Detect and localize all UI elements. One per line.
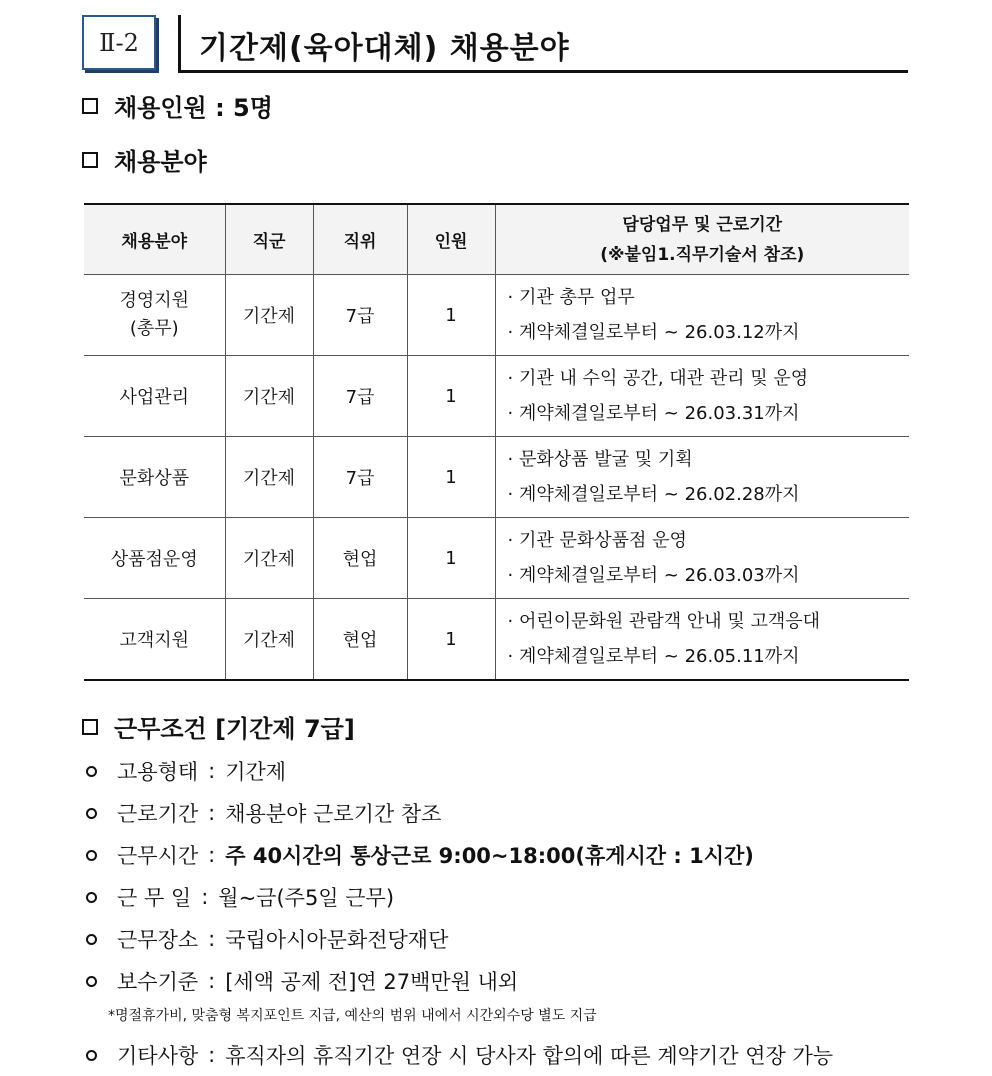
field-name: 경영지원 [119,290,190,311]
table-row [84,275,909,356]
duty-period: · 계약체결일로부터 ~ 26.05.11까지 [507,646,800,667]
cell-group: 기간제 [225,599,313,681]
col-header-duty-note: (※붙임1.직무기술서 참조) [600,244,805,265]
condition-value: 국립아시아문화전당재단 [225,928,449,952]
col-header-field: 채용분야 [84,204,225,275]
page-title: 기간제(육아대체) 채용분야 [199,31,570,66]
cell-field: 고객지원 [84,599,225,681]
table-header-row [84,204,909,275]
col-header-count: 인원 [407,204,495,275]
circle-bullet-icon [86,808,97,819]
conditions-heading-label: 근무조건 [기간제 7급] [114,715,355,743]
cell-field [84,275,225,356]
cell-group: 기간제 [225,437,313,518]
colon-separator: : [201,885,209,909]
condition-value: 휴직자의 휴직기간 연장 시 당사자 합의에 따른 계약기간 연장 가능 [225,1044,834,1068]
headcount-label: 채용인원 : 5명 [114,94,273,122]
colon-separator: : [208,801,216,825]
condition-label: 근로기간 [117,802,199,826]
fields-heading [82,142,207,177]
duty-text: · 문화상품 발굴 및 기획 [507,449,693,470]
cell-field: 상품점운영 [84,518,225,599]
cell-count: 1 [407,599,495,681]
table-row [84,437,909,518]
cell-count: 1 [407,437,495,518]
colon-separator: : [208,843,216,867]
circle-bullet-icon [86,1050,97,1061]
condition-label: 기타사항 [117,1044,199,1068]
duty-period: · 계약체결일로부터 ~ 26.03.12까지 [507,322,800,343]
list-item [84,798,441,828]
col-header-duty-title: 담당업무 및 근로기간 [622,214,783,235]
recruitment-table [84,203,909,681]
duty-period: · 계약체결일로부터 ~ 26.02.28까지 [507,484,800,505]
condition-label: 근무시간 [117,844,199,868]
list-item [84,840,754,870]
condition-value: [세액 공제 전]연 27백만원 내외 [225,970,519,994]
square-bullet-icon [82,98,98,114]
circle-bullet-icon [86,976,97,987]
list-item [84,1040,833,1070]
condition-value: 주 40시간의 통상근로 9:00~18:00(휴게시간 : 1시간) [225,844,754,868]
cell-count: 1 [407,356,495,437]
circle-bullet-icon [86,892,97,903]
cell-field: 문화상품 [84,437,225,518]
duty-text: · 기관 문화상품점 운영 [507,530,687,551]
pay-footnote: *명절휴가비, 맞춤형 복지포인트 지급, 예산의 범위 내에서 시간외수당 별도 지급 [108,1008,597,1024]
cell-grade: 7급 [313,437,407,518]
list-item [84,924,448,954]
cell-grade: 현업 [313,518,407,599]
cell-duty [495,518,909,599]
table-row [84,518,909,599]
section-number-badge [82,15,156,70]
colon-separator: : [208,969,216,993]
condition-label: 근 무 일 [117,886,192,910]
condition-label: 근무장소 [117,928,199,952]
cell-count: 1 [407,275,495,356]
col-header-duty [495,204,909,275]
condition-value: 월~금(주5일 근무) [218,886,395,910]
cell-group: 기간제 [225,275,313,356]
list-item [84,756,286,786]
list-item [84,882,394,912]
col-header-group: 직군 [225,204,313,275]
duty-text: · 어린이문화원 관람객 안내 및 고객응대 [507,611,821,632]
duty-text: · 기관 총무 업무 [507,287,635,308]
cell-duty [495,356,909,437]
condition-label: 고용형태 [117,760,199,784]
list-item [84,966,518,996]
section-header [0,0,992,80]
duty-period: · 계약체결일로부터 ~ 26.03.31까지 [507,403,800,424]
cell-group: 기간제 [225,518,313,599]
duty-period: · 계약체결일로부터 ~ 26.03.03까지 [507,565,800,586]
title-bar [178,15,908,73]
square-bullet-icon [82,719,98,735]
headcount-heading [82,88,273,123]
circle-bullet-icon [86,850,97,861]
condition-value: 채용분야 근로기간 참조 [225,802,442,826]
cell-duty [495,437,909,518]
cell-count: 1 [407,518,495,599]
circle-bullet-icon [86,934,97,945]
cell-grade: 현업 [313,599,407,681]
cell-duty [495,599,909,681]
condition-value: 기간제 [225,760,287,784]
condition-label: 보수기준 [117,970,199,994]
cell-group: 기간제 [225,356,313,437]
colon-separator: : [208,927,216,951]
fields-heading-label: 채용분야 [114,148,207,176]
cell-grade: 7급 [313,356,407,437]
cell-duty [495,275,909,356]
circle-bullet-icon [86,766,97,777]
cell-field: 사업관리 [84,356,225,437]
colon-separator: : [208,1043,216,1067]
conditions-heading [82,709,355,744]
colon-separator: : [208,759,216,783]
table-row [84,356,909,437]
square-bullet-icon [82,152,98,168]
table-row [84,599,909,681]
col-header-grade: 직위 [313,204,407,275]
duty-text: · 기관 내 수익 공간, 대관 관리 및 운영 [507,368,809,389]
field-subname: (총무) [129,318,179,339]
section-number: Ⅱ-2 [99,28,139,57]
cell-grade: 7급 [313,275,407,356]
